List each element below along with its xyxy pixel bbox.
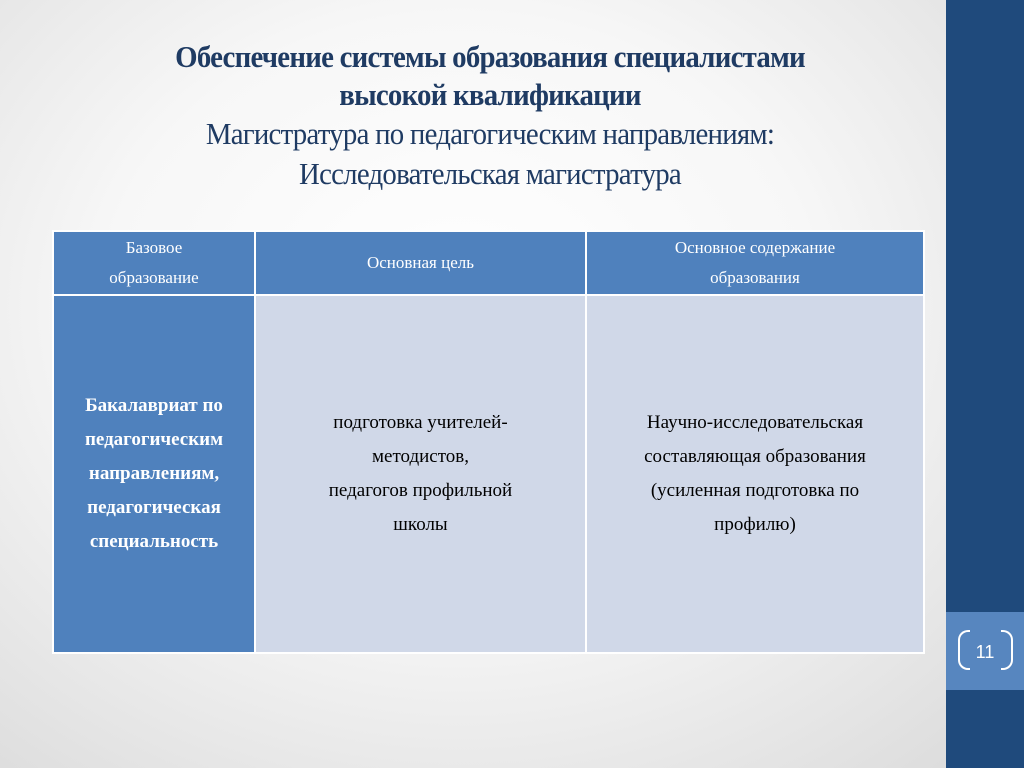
subtitle-line-2: Исследовательская магистратура bbox=[299, 156, 681, 191]
slide-title bbox=[40, 38, 940, 194]
cell-main-goal: подготовка учителей- методистов, педагогов профильной школы bbox=[255, 295, 586, 653]
header-base-education: Базовое образование bbox=[53, 231, 255, 295]
title-line-1: Обеспечение системы образования специалистами bbox=[175, 39, 805, 74]
title-line-2: высокой квалификации bbox=[339, 77, 641, 112]
education-table bbox=[52, 230, 925, 654]
cell-main-content: Научно-исследовательская составляющая образования (усиленная подготовка по профилю) bbox=[586, 295, 924, 653]
page-number-box bbox=[946, 612, 1024, 690]
table-header-row bbox=[53, 231, 924, 295]
header-main-content: Основное содержание образования bbox=[586, 231, 924, 295]
cell-base-education: Бакалавриат по педагогическим направлениям, педагогическая специальность bbox=[53, 295, 255, 653]
header-main-goal: Основная цель bbox=[255, 231, 586, 295]
page-number: 11 bbox=[975, 642, 995, 662]
subtitle-line-1: Магистратура по педагогическим направлениям: bbox=[205, 116, 775, 151]
table-row bbox=[53, 295, 924, 653]
